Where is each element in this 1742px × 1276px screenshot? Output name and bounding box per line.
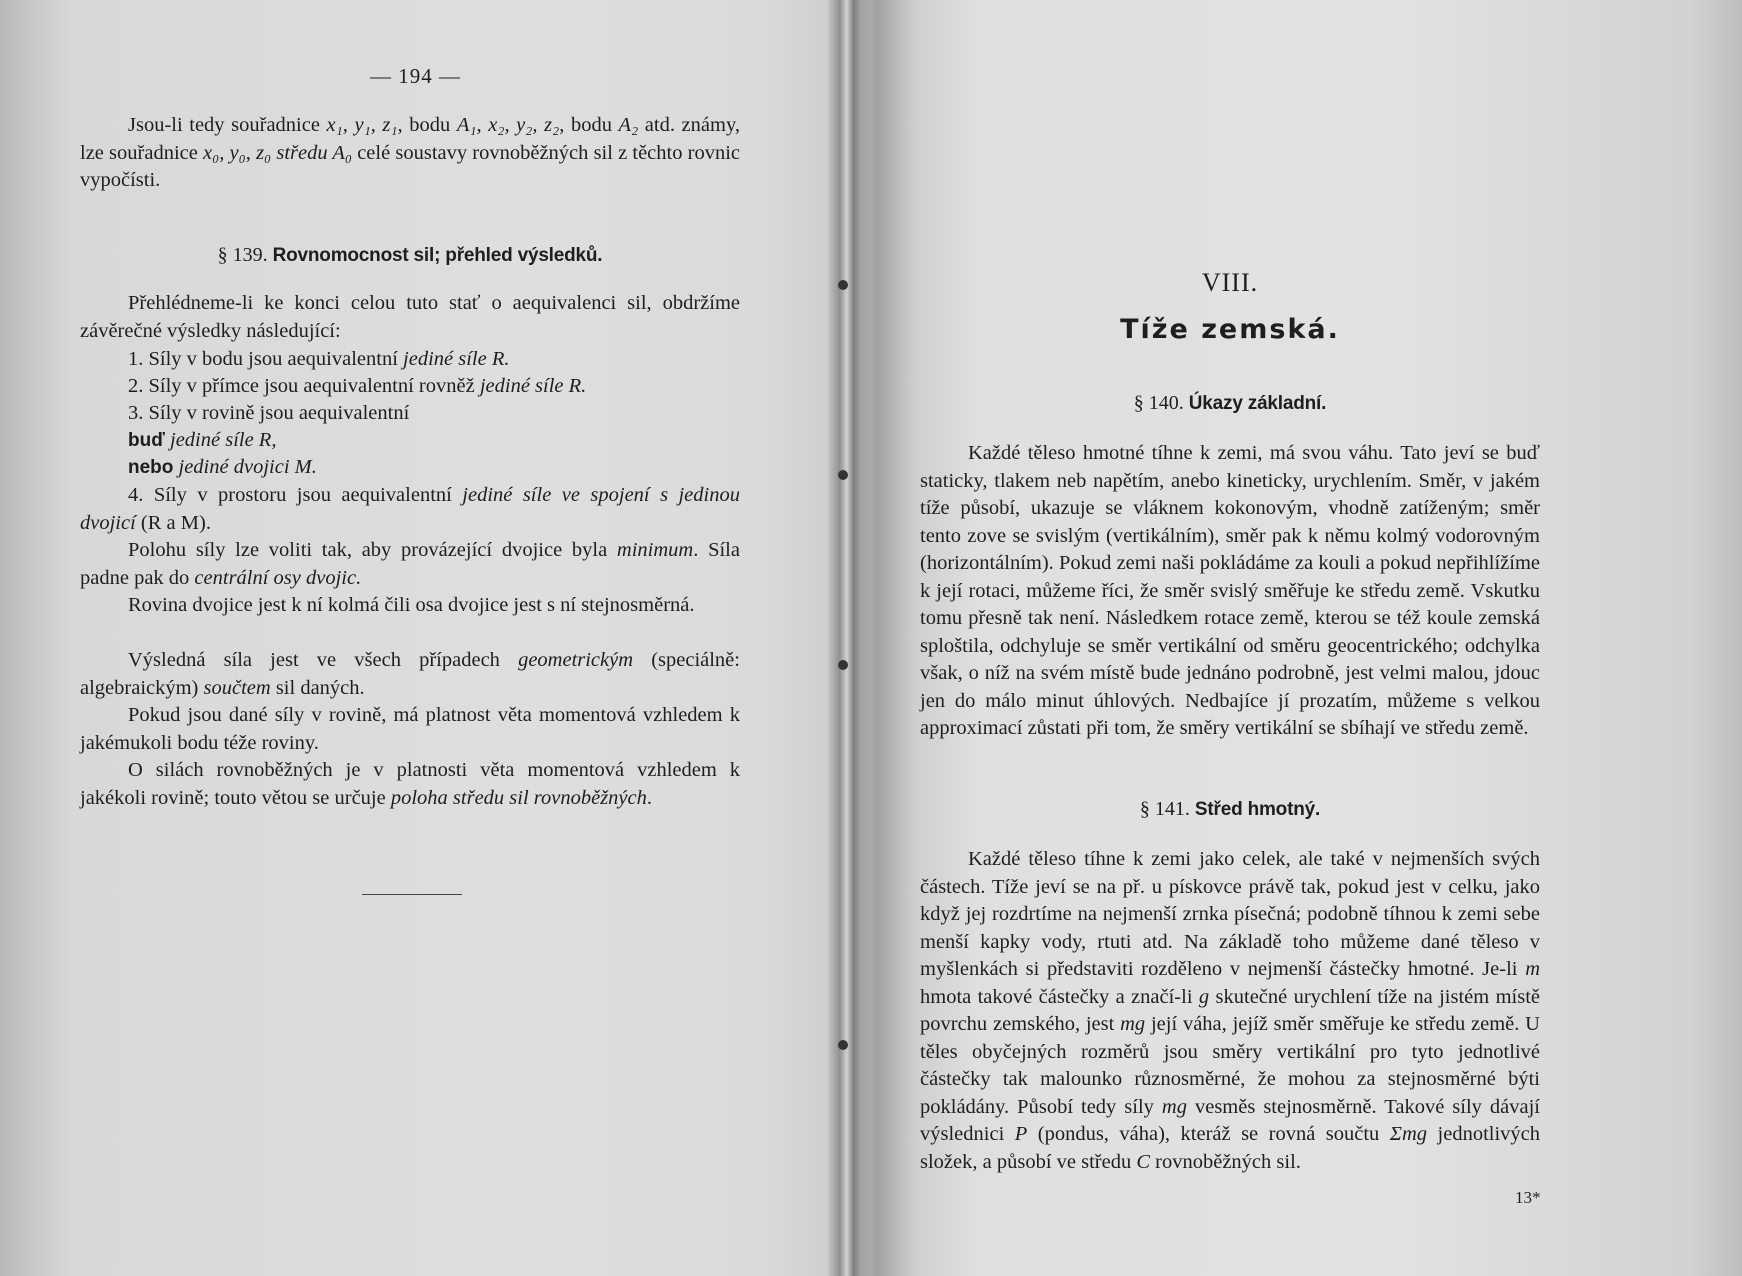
section-141-heading: § 141. Střed hmotný.: [1139, 798, 1321, 820]
chapter-title: Tíže zemská.: [1120, 314, 1340, 345]
binding-thread-dot: [838, 280, 848, 290]
paragraph-140: Každé těleso hmotné tíhne k zemi, má svou váhu. Tato jeví se buď staticky, tlakem neb napětím, anebo kineticky, urychlením. Směr, v jakém tíže působí, ukazuje se vláknem kokonovým, vhodně zatíženým; směr tento zove se svislým (vertikálním), směr pak k němu kolmý vodorovným (horizontálním). Pokud zemi naši pokládáme za kouli a pokud nepřihlížíme k její rotaci, můžeme říci, že směr svislý směřuje ke středu země. Vskutku tomu přesně tak není. Následkem rotace země, kterou se též koule zemská sploštila, odchyluje se směr vertikální od směru geocentrického; odchylka však, o níž na svém místě bude jednáno podrobně, jest velmi malou, jdouc jen do málo minut úhlových. Nedbajíce jí prozatím, můžeme s velkou approximací zůstati při tom, že směry vertikální se sbíhají ve středu země.: [920, 442, 1540, 739]
page-number: — 194 —: [370, 64, 461, 88]
paragraph-rovina: Rovina dvojice jest k ní kolmá čili osa dvojice jest s ní stejnosměrná.: [128, 594, 695, 616]
paragraph-poloha: Polohu síly lze voliti tak, aby provázející dvojice byla minimum. Síla padne pak do centrální osy dvojic.: [80, 539, 740, 589]
binding-thread-dot: [838, 470, 848, 480]
result-item-3-either: buď jediné síle R,: [128, 429, 277, 451]
binding-thread-dot: [838, 1040, 848, 1050]
chapter-number: VIII.: [1201, 268, 1259, 297]
end-rule: [362, 894, 462, 895]
binding-thread-dot: [838, 660, 848, 670]
right-page: [920, 0, 1540, 1276]
section-139-heading: § 139. Rovnomocnost sil; přehled výsledků.: [217, 244, 603, 266]
result-item-2: 2. Síly v přímce jsou aequivalentní rovněž jediné síle R.: [128, 375, 587, 397]
result-item-4: 4. Síly v prostoru jsou aequivalentní jediné síle ve spojení s jedinou dvojicí (R a M).: [80, 484, 740, 534]
section-140-heading: § 140. Úkazy základní.: [1133, 392, 1327, 414]
paragraph-141: Každé těleso tíhne k zemi jako celek, ale také v nejmenších svých částech. Tíže jeví se na př. u pískovce právě tak, pokud jest v celku, jako když jej rozdrtíme na nejmenší zrnka písečná; podobně tíhnou k zemi sebe menší kapky vody, rtuti atd. Na základě toho můžeme dané těleso v myšlenkách si představiti rozděleno v nejmenší částečky hmotné. Je-li m hmota takové částečky a značí-li g skutečné urychlení tíže na jistém místě povrchu zemského, jest mg její váha, jejíž směr směřuje ke středu země. U těles obyčejných rozměrů jsou směry vertikální pro tyto jednotlivé částečky tak malounko různosměrné, že mohou za stejnosměrné býti pokládány. Působí tedy síly mg vesměs stejnosměrně. Takové síly dávají výslednici P (pondus, váha), kteráž se rovná součtu Σmg jednotlivých složek, a působí ve středu C rovnoběžných sil.: [920, 848, 1541, 1173]
paragraph-vysledna: Výsledná síla jest ve všech případech geometrickým (speciálně: algebraickým) součtem sil daných.: [80, 649, 740, 699]
result-item-1: 1. Síly v bodu jsou aequivalentní jediné síle R.: [128, 348, 510, 370]
result-item-3: 3. Síly v rovině jsou aequivalentní: [128, 402, 410, 424]
result-item-3-or: nebo jediné dvojici M.: [128, 456, 317, 478]
left-page: [80, 0, 740, 1276]
paragraph-silach: O silách rovnoběžných je v platnosti věta momentová vzhledem k jakékoli rovině; touto větou se určuje poloha středu sil rovnoběžných.: [80, 759, 740, 809]
signature-mark: 13*: [1515, 1188, 1541, 1207]
paragraph-pokud: Pokud jsou dané síly v rovině, má platnost věta momentová vzhledem k jakémukoli bodu téže roviny.: [80, 704, 740, 754]
book-gutter: [826, 0, 872, 1276]
intro-paragraph: Jsou-li tedy souřadnice x₁, y₁, z₁, bodu A₁, x₂, y₂, z₂, bodu A₂ atd. známy, lze souřadnice x₀, y₀, z₀ středu A₀ celé soustavy rovnoběžných sil z těchto rovnic vypočísti.: [80, 114, 741, 191]
summary-intro: Přehlédneme-li ke konci celou tuto stať o aequivalenci sil, obdržíme závěrečné výsledky následující:: [80, 292, 740, 342]
